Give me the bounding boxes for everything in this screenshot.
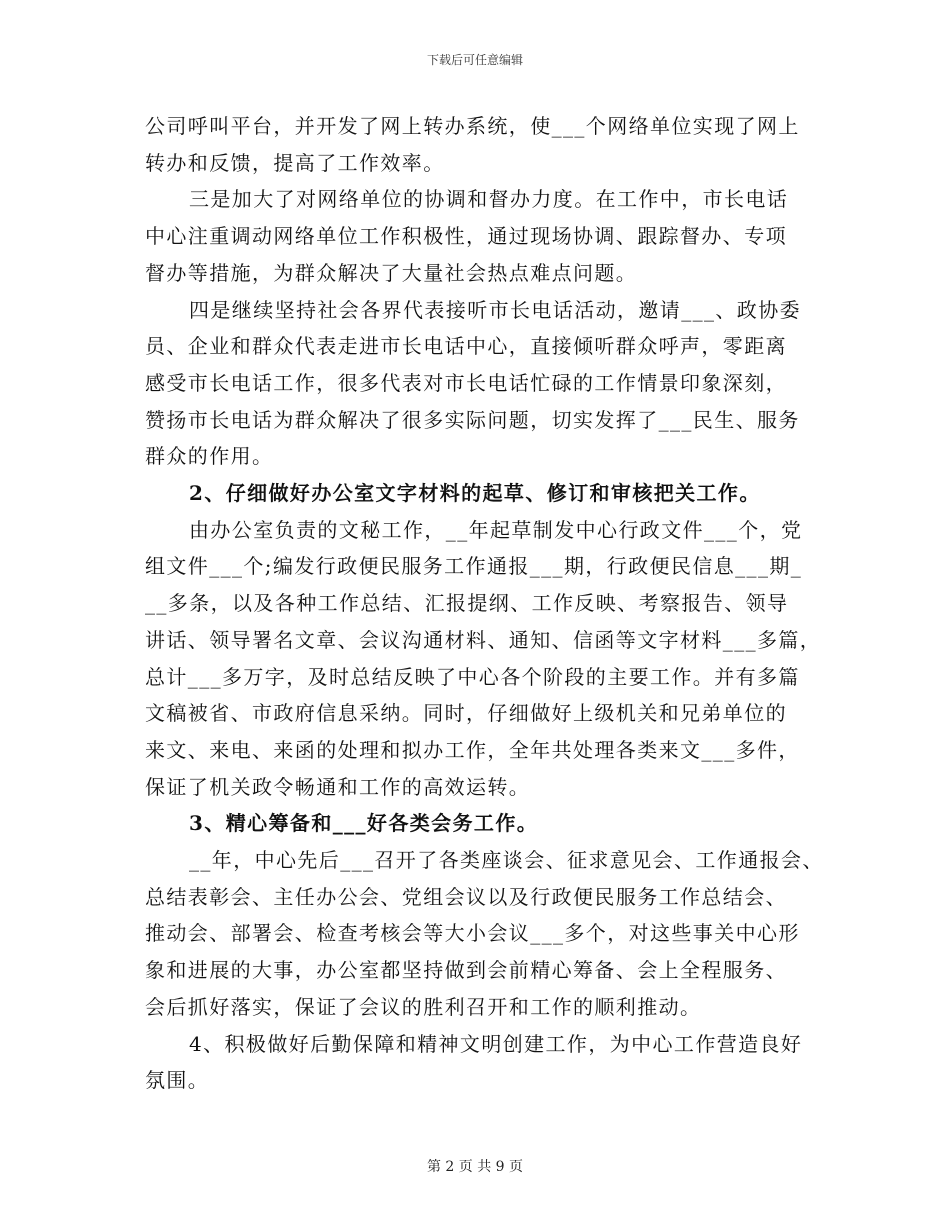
body-line: 推动会、部署会、检查考核会等大小会议___多个，对这些事关中心形 (145, 921, 800, 946)
body-line: 总计___多万字，及时总结反映了中心各个阶段的主要工作。并有多篇 (145, 664, 800, 689)
paragraph-start-line: 4、积极做好后勤保障和精神文明创建工作，为中心工作营造良好 (189, 1031, 803, 1056)
body-line: 来文、来电、来函的处理和拟办工作，全年共处理各类来文___多件， (145, 737, 800, 762)
body-line: 公司呼叫平台，并开发了网上转办系统，使___个网络单位实现了网上 (145, 114, 800, 138)
body-line: 督办等措施，为群众解决了大量社会热点难点问题。 (145, 260, 638, 285)
body-line: 转办和反馈，提高了工作效率。 (145, 150, 445, 175)
paragraph-start-line: 由办公室负责的文秘工作，__年起草制发中心行政文件___个，党 (189, 517, 803, 542)
body-line: 群众的作用。 (145, 444, 274, 469)
body-line: 感受市长电话工作，很多代表对市长电话忙碌的工作情景印象深刻， (145, 370, 787, 395)
paragraph-start-line: 四是继续坚持社会各界代表接听市长电话活动，邀请___、政协委 (189, 297, 801, 322)
body-line: 保证了机关政令畅通和工作的高效运转。 (145, 774, 531, 799)
section-heading: 3、精心筹备和___好各类会务工作。 (189, 811, 539, 836)
section-heading: 2、仔细做好办公室文字材料的起草、修订和审核把关工作。 (189, 481, 761, 506)
body-line: 氛围。 (145, 1068, 210, 1093)
page-footer: 第 2 页 共 9 页 (426, 1159, 524, 1175)
body-line: 讲话、领导署名文章、会议沟通材料、通知、信函等文字材料___多篇， (145, 627, 822, 652)
page-header: 下载后可任意编辑 (426, 53, 523, 67)
body-line: 赞扬市长电话为群众解决了很多实际问题，切实发挥了___民生、服务 (145, 407, 800, 432)
body-line: 员、企业和群众代表走进市长电话中心，直接倾听群众呼声，零距离 (145, 334, 787, 359)
body-line: 组文件___个;编发行政便民服务工作通报___期，行政便民信息___期_ (145, 554, 803, 579)
body-line: __多条，以及各种工作总结、汇报提纲、工作反映、考察报告、领导 (145, 591, 789, 616)
body-line: 中心注重调动网络单位工作积极性，通过现场协调、跟踪督办、专项 (145, 224, 787, 249)
body-line: 文稿被省、市政府信息采纳。同时，仔细做好上级机关和兄弟单位的 (145, 701, 787, 726)
body-line: 象和进展的大事，办公室都坚持做到会前精心筹备、会上全程服务、 (145, 958, 787, 983)
paragraph-start-line: __年，中心先后___召开了各类座谈会、征求意见会、工作通报会、 (189, 848, 824, 873)
paragraph-start-line: 三是加大了对网络单位的协调和督办力度。在工作中，市长电话 (189, 187, 789, 212)
body-line: 会后抓好落实，保证了会议的胜利召开和工作的顺利推动。 (145, 994, 702, 1019)
document-body (145, 108, 835, 1099)
body-line: 总结表彰会、主任办公会、党组会议以及行政便民服务工作总结会、 (145, 884, 787, 909)
